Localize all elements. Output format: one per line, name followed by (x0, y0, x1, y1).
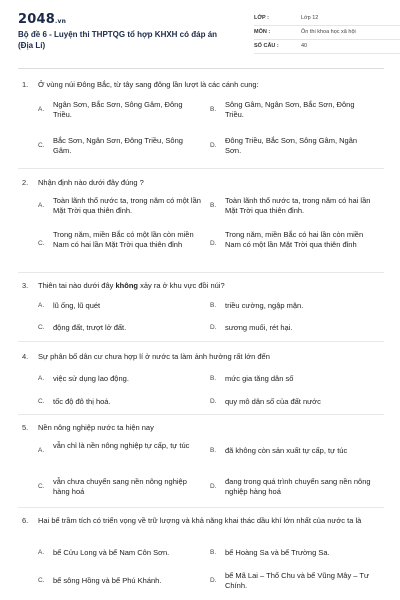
option-letter: B. (210, 447, 217, 454)
meta-row-count (254, 40, 400, 54)
option-text: tốc độ đô thị hoá. (53, 397, 111, 406)
logo-suffix: .vn (54, 18, 67, 25)
meta-row-subject (254, 26, 400, 40)
option-text: quy mô dân số của đất nước (225, 397, 321, 406)
option-text: sương muối, rét hại. (225, 323, 293, 332)
option-letter: A. (38, 106, 45, 113)
question-text: Ở vùng núi Đông Bắc, từ tây sang đông lần lượt là các cánh cung: (38, 80, 259, 89)
option-text: động đất, trượt lở đất. (53, 323, 127, 332)
question-divider (18, 272, 384, 273)
option-text: Toàn lãnh thổ nước ta, trong năm có một lần Mặt Trời qua thiên đỉnh. (53, 196, 201, 215)
option-text: Ngân Sơn, Bắc Sơn, Sông Gâm, Đông Triều. (53, 100, 183, 119)
question-divider (18, 507, 384, 508)
question-text: Hai bể trầm tích có triển vọng về trữ lượng và khả năng khai thác dầu khí lớn nhất của nước ta là (38, 516, 362, 525)
option-text: Trong năm, miền Bắc có hai lần còn miền Nam có một lần Mặt Trời qua thiên đỉnh (225, 230, 364, 249)
question-text-end: xảy ra ở khu vực đồi núi? (137, 281, 225, 290)
option-text: triều cường, ngập mặn. (225, 301, 304, 310)
option-letter: A. (38, 302, 45, 309)
meta-key: SỐ CÂU : (254, 43, 279, 49)
option-letter: C. (38, 577, 45, 584)
option-letter: B. (210, 202, 217, 209)
logo-main: 2048 (18, 12, 55, 27)
option-letter: D. (210, 142, 217, 149)
meta-value: Lớp 12 (301, 15, 319, 21)
option-letter: B. (210, 549, 217, 556)
option-letter: C. (38, 398, 45, 405)
question-text-emphasis: không (115, 281, 138, 290)
option-text: việc sử dụng lao động. (53, 374, 129, 383)
option-text: Bắc Sơn, Ngân Sơn, Đông Triều, Sông Gâm. (53, 136, 183, 155)
option-letter: B. (210, 302, 217, 309)
option-text: bể Cửu Long và bể Nam Côn Sơn. (53, 548, 170, 557)
question-number: 1. (22, 80, 29, 89)
option-text: lũ ống, lũ quét (53, 301, 101, 310)
question-text-start: Thiên tai nào dưới đây (38, 281, 116, 290)
question-divider (18, 414, 384, 415)
question-text (38, 281, 378, 291)
option-text: Đông Triều, Bắc Sơn, Sông Gâm, Ngân Sơn. (225, 136, 358, 155)
option-letter: C. (38, 240, 45, 247)
option-letter: B. (210, 375, 217, 382)
question-text: Sự phân bố dân cư chưa hợp lí ở nước ta làm ảnh hưởng rất lớn đến (38, 352, 270, 361)
option-text: Toàn lãnh thổ nước ta, trong năm có hai lần Mặt Trời qua thiên đỉnh. (225, 196, 371, 215)
option-text: bể Hoàng Sa và bể Trường Sa. (225, 548, 330, 557)
question-text: Nền nông nghiệp nước ta hiện nay (38, 423, 154, 432)
page-header (18, 12, 384, 64)
question-number: 4. (22, 352, 29, 361)
option-letter: D. (210, 398, 217, 405)
site-logo[interactable] (18, 12, 66, 27)
question-number: 3. (22, 281, 29, 290)
document-title: Bộ đề 6 - Luyện thi THPTQG tổ hợp KHXH có đáp án (Địa Lí) (18, 30, 218, 50)
meta-value: 40 (301, 43, 308, 49)
option-letter: D. (210, 483, 217, 490)
meta-key: MÔN : (254, 29, 271, 35)
option-letter: D. (210, 240, 217, 247)
question-number: 5. (22, 423, 29, 432)
option-text: bể Mã Lai – Thổ Chu và bể Vũng Mây – Tư Chính. (225, 571, 369, 590)
option-letter: A. (38, 447, 45, 454)
option-text: mức gia tăng dân số (225, 374, 294, 383)
option-letter: D. (210, 577, 217, 584)
meta-value: Ôn thi khoa học xã hội (301, 29, 356, 35)
option-text: vẫn chưa chuyển sang nền nông nghiệp hàng hoá (53, 477, 187, 496)
option-letter: A. (38, 202, 45, 209)
option-letter: A. (38, 549, 45, 556)
document-meta (254, 12, 400, 54)
question-divider (18, 341, 384, 342)
option-text: vẫn chỉ là nền nông nghiệp tự cấp, tự túc (53, 441, 190, 450)
option-text: đang trong quá trình chuyển sang nền nông nghiệp hàng hoá (225, 477, 371, 496)
option-letter: C. (38, 483, 45, 490)
option-letter: D. (210, 324, 217, 331)
option-text: Trong năm, miền Bắc có một lần còn miền Nam có hai lần Mặt Trời qua thiên đỉnh (53, 230, 194, 249)
option-letter: C. (38, 142, 45, 149)
option-letter: C. (38, 324, 45, 331)
option-letter: B. (210, 106, 217, 113)
question-divider (18, 168, 384, 169)
header-divider (18, 68, 384, 69)
option-text: bể sông Hồng và bể Phú Khánh. (53, 576, 162, 585)
option-letter: A. (38, 375, 45, 382)
question-text: Nhận định nào dưới đây đúng ? (38, 178, 144, 187)
option-text: đã không còn sản xuất tự cấp, tự túc (225, 446, 348, 455)
meta-key: LỚP : (254, 15, 269, 21)
option-text: Sông Gâm, Ngân Sơn, Bắc Sơn, Đông Triều. (225, 100, 355, 119)
question-number: 6. (22, 516, 29, 525)
question-number: 2. (22, 178, 29, 187)
meta-row-class (254, 12, 400, 26)
